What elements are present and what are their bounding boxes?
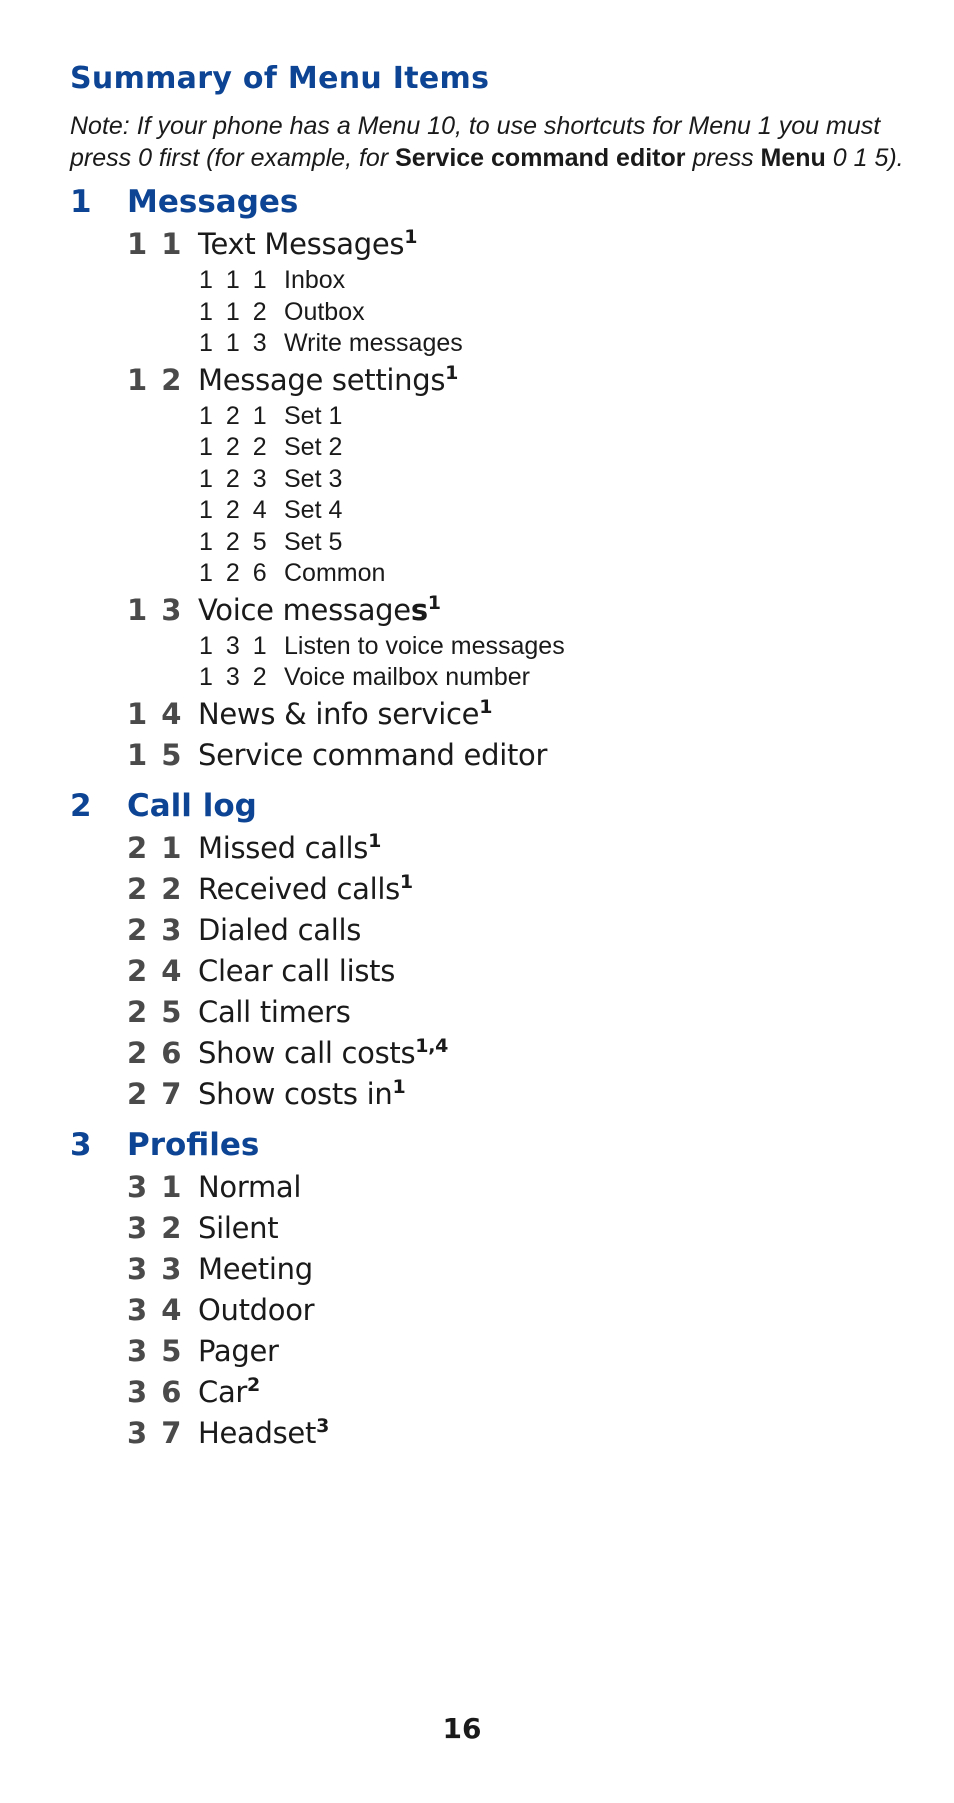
menu-item-label: Car xyxy=(198,1374,248,1409)
submenu-item-label: Write messages xyxy=(284,329,463,357)
shortcut-note xyxy=(70,110,910,174)
submenu-item xyxy=(199,401,910,433)
menu-item-label-wrap xyxy=(198,1033,448,1074)
menu-label: Profiles xyxy=(127,1126,260,1163)
menu-item xyxy=(127,1372,910,1413)
submenu-item-number: 1 3 1 xyxy=(199,631,270,660)
menu-item xyxy=(127,735,910,776)
menu-item-label-wrap xyxy=(198,1249,313,1290)
submenu-item-number: 1 1 1 xyxy=(199,266,270,294)
menu-item-number: 2 1 xyxy=(127,830,184,865)
menu-item-label-bold: s xyxy=(410,592,428,627)
submenu-item-label: Set 4 xyxy=(284,496,343,524)
menu-item-label: Call timers xyxy=(198,994,351,1029)
menu-item xyxy=(127,1249,910,1290)
menu-item xyxy=(127,360,910,401)
menu-item-label-wrap xyxy=(198,951,395,992)
submenu-item-number: 1 2 4 xyxy=(199,496,270,524)
menu-item-label-wrap xyxy=(198,1208,278,1249)
submenu-item xyxy=(199,495,910,527)
submenu-item xyxy=(199,464,910,496)
menu-item-number: 1 3 xyxy=(127,592,184,627)
menu-item-label-wrap xyxy=(198,694,492,735)
menu-item-label-wrap xyxy=(198,1290,314,1331)
menu-item-number: 3 6 xyxy=(127,1374,184,1409)
menu-item xyxy=(127,224,910,265)
menu-heading-call-log xyxy=(70,784,910,828)
menu-item-label-wrap xyxy=(198,360,458,401)
menu-item-number: 2 3 xyxy=(127,912,184,947)
menu-item-number: 2 6 xyxy=(127,1035,184,1070)
menu-item-label: Outdoor xyxy=(198,1292,315,1327)
submenu-item-number: 1 3 2 xyxy=(199,663,270,691)
menu-heading-messages xyxy=(70,180,910,224)
menu-item-number: 2 5 xyxy=(127,994,184,1029)
submenu-item-label: Common xyxy=(284,559,386,587)
footnote-marker: 3 xyxy=(316,1414,329,1437)
submenu-item-label: Set 1 xyxy=(284,401,343,430)
menu-item xyxy=(127,992,910,1033)
page-number: 16 xyxy=(442,1712,482,1745)
submenu-item xyxy=(199,432,910,464)
menu-list xyxy=(70,180,910,1454)
note-bold-service-command-editor: Service command editor xyxy=(395,144,686,172)
menu-item-number: 3 3 xyxy=(127,1251,184,1286)
menu-number: 3 xyxy=(70,1126,92,1163)
menu-item-label-wrap xyxy=(198,869,413,910)
submenu-item-label: Set 2 xyxy=(284,433,343,461)
submenu-item-label: Set 3 xyxy=(284,464,343,493)
footnote-marker: 1 xyxy=(392,1075,406,1098)
menu-item-number: 1 2 xyxy=(127,362,184,397)
footnote-marker: 1,4 xyxy=(415,1034,449,1057)
submenu-item xyxy=(199,265,910,297)
menu-item-label: Pager xyxy=(198,1333,279,1368)
menu-item xyxy=(127,1331,910,1372)
menu-item-label: Missed calls xyxy=(198,830,369,865)
submenu-item xyxy=(199,297,910,329)
submenu-item xyxy=(199,662,910,694)
menu-item xyxy=(127,828,910,869)
submenu-item-number: 1 1 2 xyxy=(199,297,270,326)
footnote-marker: 1 xyxy=(479,695,493,718)
menu-item-label-wrap xyxy=(198,1372,260,1413)
menu-item-number: 3 5 xyxy=(127,1333,184,1368)
menu-item-number: 1 4 xyxy=(127,696,184,731)
menu-label: Call log xyxy=(127,787,257,824)
menu-item-label-wrap xyxy=(198,910,361,951)
menu-item xyxy=(127,1167,910,1208)
menu-item-label-wrap xyxy=(198,828,381,869)
submenu-item-number: 1 2 5 xyxy=(199,527,270,556)
submenu-item-number: 1 2 1 xyxy=(199,401,270,430)
menu-item-label: News & info service xyxy=(198,696,480,731)
menu-item-label: Received calls xyxy=(198,871,400,906)
menu-item-number: 3 4 xyxy=(127,1292,184,1327)
footnote-marker: 1 xyxy=(427,591,441,614)
menu-item-number: 1 1 xyxy=(127,227,184,261)
menu-item xyxy=(127,590,910,631)
menu-item-label-wrap xyxy=(198,1074,405,1115)
menu-item xyxy=(127,1208,910,1249)
menu-item-label: Show call costs xyxy=(198,1035,416,1070)
menu-item xyxy=(127,1290,910,1331)
submenu-item-number: 1 2 6 xyxy=(199,559,270,587)
page-content xyxy=(70,58,910,1454)
submenu-item-label: Listen to voice messages xyxy=(284,631,565,660)
submenu-item xyxy=(199,631,910,663)
footnote-marker: 1 xyxy=(399,870,413,893)
submenu-item xyxy=(199,527,910,559)
menu-number: 1 xyxy=(70,184,92,220)
menu-item-number: 3 1 xyxy=(127,1169,184,1204)
footnote-marker: 1 xyxy=(404,226,418,248)
menu-item-label: Voice message xyxy=(198,592,411,627)
page-title: Summary of Menu Items xyxy=(70,61,490,96)
menu-item-number: 2 2 xyxy=(127,871,184,906)
menu-label: Messages xyxy=(127,184,299,220)
menu-item-label-wrap xyxy=(198,1413,329,1454)
menu-item xyxy=(127,694,910,735)
menu-item xyxy=(127,951,910,992)
menu-item-label-wrap xyxy=(198,1331,279,1372)
menu-item-label-wrap xyxy=(198,992,351,1033)
note-text-1: Note: If your phone has a Menu 10, to use shortcuts for Menu 1 you must press 0 first (for example, for xyxy=(70,112,881,172)
menu-item-number: 3 2 xyxy=(127,1210,184,1245)
menu-item-label: Service command editor xyxy=(198,737,548,772)
footnote-marker: 1 xyxy=(368,829,382,852)
menu-item-label-wrap xyxy=(198,224,417,265)
menu-item-label: Meeting xyxy=(198,1251,313,1286)
menu-item xyxy=(127,1413,910,1454)
submenu-item xyxy=(199,328,910,360)
submenu-item-number: 1 1 3 xyxy=(199,329,270,357)
menu-item xyxy=(127,869,910,910)
menu-item-label: Text Messages xyxy=(198,227,405,261)
menu-item xyxy=(127,910,910,951)
menu-item-label: Silent xyxy=(198,1210,279,1245)
menu-item-label-wrap xyxy=(198,590,441,631)
footnote-marker: 1 xyxy=(445,361,459,384)
submenu-item xyxy=(199,558,910,590)
submenu-item-label: Inbox xyxy=(284,266,346,294)
menu-item-number: 2 7 xyxy=(127,1076,184,1111)
note-bold-menu: Menu xyxy=(760,144,826,172)
menu-item xyxy=(127,1033,910,1074)
menu-heading-profiles xyxy=(70,1123,910,1167)
menu-item-number: 1 5 xyxy=(127,737,184,772)
menu-item-label: Headset xyxy=(198,1415,317,1450)
submenu-item-number: 1 2 3 xyxy=(199,464,270,493)
note-text-2: press xyxy=(685,144,761,172)
menu-item-label: Normal xyxy=(198,1169,302,1204)
submenu-item-number: 1 2 2 xyxy=(199,433,270,461)
menu-item-label-wrap xyxy=(198,735,547,776)
submenu-item-label: Outbox xyxy=(284,297,365,326)
menu-item-number: 3 7 xyxy=(127,1415,184,1450)
menu-item-label: Message settings xyxy=(198,362,446,397)
menu-item xyxy=(127,1074,910,1115)
footnote-marker: 2 xyxy=(247,1373,260,1396)
menu-item-label: Show costs in xyxy=(198,1076,393,1111)
submenu-item-label: Set 5 xyxy=(284,527,343,556)
submenu-item-label: Voice mailbox number xyxy=(284,663,530,691)
menu-item-number: 2 4 xyxy=(127,953,184,988)
menu-item-label-wrap xyxy=(198,1167,301,1208)
menu-item-label: Clear call lists xyxy=(198,953,396,988)
menu-number: 2 xyxy=(70,787,92,824)
menu-item-label: Dialed calls xyxy=(198,912,362,947)
note-text-3: 0 1 5). xyxy=(825,144,904,172)
